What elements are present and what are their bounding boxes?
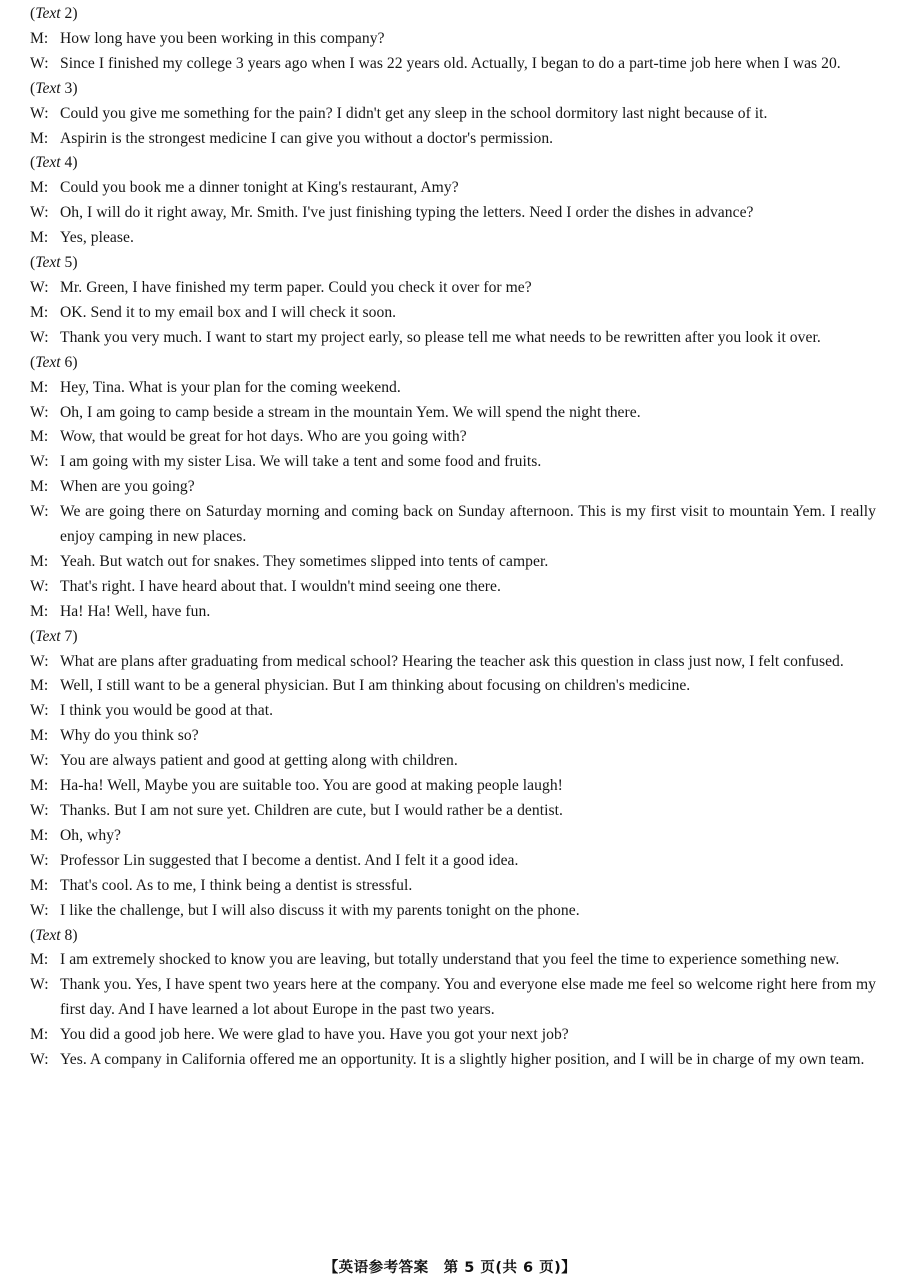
utterance-text: Oh, I will do it right away, Mr. Smith. I've just finishing typing the letters. Need I order the dishes in advance? bbox=[60, 204, 754, 222]
section-label: Text bbox=[35, 254, 61, 272]
dialogue-line bbox=[30, 276, 876, 301]
dialogue-line bbox=[30, 849, 876, 874]
dialogue-line bbox=[30, 600, 876, 625]
dialogue-line bbox=[30, 450, 876, 475]
utterance-text: You did a good job here. We were glad to have you. Have you got your next job? bbox=[60, 1026, 569, 1044]
speaker-label: M: bbox=[30, 229, 49, 247]
utterance-text: Wow, that would be great for hot days. Who are you going with? bbox=[60, 428, 467, 446]
speaker-label: W: bbox=[30, 752, 49, 770]
utterance-text: Yes, please. bbox=[60, 229, 134, 247]
section-number: 7 bbox=[64, 627, 73, 645]
speaker-label: W: bbox=[30, 278, 49, 296]
section-number: 2 bbox=[64, 5, 73, 22]
speaker-label: W: bbox=[30, 328, 49, 346]
speaker-label: W: bbox=[30, 453, 49, 471]
utterance-text: Thank you very much. I want to start my project early, so please tell me what needs to be rewritten after you look it over. bbox=[60, 328, 821, 346]
speaker-label: M: bbox=[30, 677, 49, 695]
dialogue-line bbox=[30, 226, 876, 251]
utterance-text: Mr. Green, I have finished my term paper. Could you check it over for me? bbox=[60, 278, 532, 296]
speaker-label: W: bbox=[30, 652, 49, 670]
speaker-label: M: bbox=[30, 478, 49, 496]
speaker-label: M: bbox=[30, 428, 49, 446]
utterance-text: When are you going? bbox=[60, 478, 195, 496]
dialogue-line bbox=[30, 52, 876, 77]
utterance-text: I think you would be good at that. bbox=[60, 702, 274, 720]
dialogue-line bbox=[30, 874, 876, 899]
speaker-label: M: bbox=[30, 602, 49, 620]
dialogue-line bbox=[30, 102, 876, 127]
section-label: Text bbox=[35, 353, 61, 371]
dialogue-line bbox=[30, 376, 876, 401]
speaker-label: W: bbox=[30, 577, 49, 595]
utterance-text: Could you book me a dinner tonight at King's restaurant, Amy? bbox=[60, 179, 459, 197]
utterance-text: I like the challenge, but I will also discuss it with my parents tonight on the phone. bbox=[60, 901, 580, 919]
utterance-text: What are plans after graduating from medical school? Hearing the teacher ask this question in class just now, I felt confused. bbox=[60, 652, 844, 670]
dialogue-line bbox=[30, 824, 876, 849]
section-number: 5 bbox=[64, 254, 73, 272]
utterance-text: We are going there on Saturday morning and coming back on Sunday afternoon. This is my first visit to mountain Yem. I really enjoy camping in new places. bbox=[60, 503, 876, 546]
dialogue-line bbox=[30, 650, 876, 675]
section-label: Text bbox=[35, 154, 61, 172]
utterance-text: OK. Send it to my email box and I will check it soon. bbox=[60, 303, 397, 321]
utterance-text: Since I finished my college 3 years ago when I was 22 years old. Actually, I began to do a part-time job here when I was 20. bbox=[60, 54, 841, 72]
utterance-text: I am going with my sister Lisa. We will take a tent and some food and fruits. bbox=[60, 453, 542, 471]
utterance-text: Ha-ha! Well, Maybe you are suitable too. You are good at making people laugh! bbox=[60, 777, 563, 795]
dialogue-line bbox=[30, 326, 876, 351]
speaker-label: M: bbox=[30, 179, 49, 197]
dialogue-line bbox=[30, 948, 876, 973]
dialogue-line bbox=[30, 799, 876, 824]
utterance-text: Well, I still want to be a general physician. But I am thinking about focusing on children's medicine. bbox=[60, 677, 691, 695]
utterance-text: That's right. I have heard about that. I wouldn't mind seeing one there. bbox=[60, 577, 501, 595]
section-number: 3 bbox=[64, 79, 73, 97]
section-heading: (Text 7) bbox=[30, 627, 78, 645]
speaker-label: W: bbox=[30, 901, 49, 919]
speaker-label: W: bbox=[30, 403, 49, 421]
speaker-label: M: bbox=[30, 951, 49, 969]
section-heading: (Text 6) bbox=[30, 353, 78, 371]
speaker-label: M: bbox=[30, 727, 49, 745]
utterance-text: Oh, I am going to camp beside a stream in the mountain Yem. We will spend the night there. bbox=[60, 403, 641, 421]
section-heading: (Text 3) bbox=[30, 79, 78, 97]
section-label: Text bbox=[35, 79, 61, 97]
dialogue-line bbox=[30, 1023, 876, 1048]
speaker-label: W: bbox=[30, 104, 49, 122]
speaker-label: M: bbox=[30, 1026, 49, 1044]
dialogue-line bbox=[30, 749, 876, 774]
dialogue-line bbox=[30, 401, 876, 426]
utterance-text: That's cool. As to me, I think being a dentist is stressful. bbox=[60, 876, 413, 894]
utterance-text: How long have you been working in this company? bbox=[60, 29, 385, 47]
dialogue-line bbox=[30, 575, 876, 600]
section-label: Text bbox=[35, 926, 61, 944]
speaker-label: M: bbox=[30, 129, 49, 147]
transcript-body bbox=[30, 2, 876, 1073]
utterance-text: Thanks. But I am not sure yet. Children are cute, but I would rather be a dentist. bbox=[60, 802, 563, 819]
dialogue-line bbox=[30, 27, 876, 52]
utterance-text: Yes. A company in California offered me an opportunity. It is a slightly higher position, and I will be in charge of my own team. bbox=[60, 1051, 865, 1069]
section-heading: (Text 8) bbox=[30, 926, 78, 944]
dialogue-line bbox=[30, 301, 876, 326]
dialogue-line bbox=[30, 973, 876, 1023]
speaker-label: W: bbox=[30, 976, 49, 994]
utterance-text: Hey, Tina. What is your plan for the coming weekend. bbox=[60, 378, 401, 396]
dialogue-line bbox=[30, 899, 876, 924]
section-label: Text bbox=[35, 627, 61, 645]
section-number: 6 bbox=[64, 353, 73, 371]
section-heading: (Text 4) bbox=[30, 154, 78, 172]
section-label: Text bbox=[35, 5, 61, 22]
utterance-text: Professor Lin suggested that I become a dentist. And I felt it a good idea. bbox=[60, 851, 519, 869]
utterance-text: You are always patient and good at getting along with children. bbox=[60, 752, 458, 770]
section-heading: (Text 5) bbox=[30, 254, 78, 272]
speaker-label: W: bbox=[30, 702, 49, 720]
dialogue-line bbox=[30, 201, 876, 226]
utterance-text: Why do you think so? bbox=[60, 727, 199, 745]
dialogue-line bbox=[30, 674, 876, 699]
speaker-label: W: bbox=[30, 204, 49, 222]
speaker-label: M: bbox=[30, 826, 49, 844]
utterance-text: Ha! Ha! Well, have fun. bbox=[60, 602, 211, 620]
speaker-label: W: bbox=[30, 503, 49, 521]
dialogue-line bbox=[30, 1048, 876, 1073]
utterance-text: Could you give me something for the pain? I didn't get any sleep in the school dormitory last night because of it. bbox=[60, 104, 768, 122]
utterance-text: Oh, why? bbox=[60, 826, 122, 844]
utterance-text: Aspirin is the strongest medicine I can give you without a doctor's permission. bbox=[60, 129, 554, 147]
speaker-label: M: bbox=[30, 552, 49, 570]
utterance-text: Thank you. Yes, I have spent two years here at the company. You and everyone else made me feel so welcome right here from my first day. And I have learned a lot about Europe in the past two years. bbox=[60, 976, 876, 1019]
dialogue-line bbox=[30, 425, 876, 450]
dialogue-line bbox=[30, 500, 876, 550]
dialogue-line bbox=[30, 724, 876, 749]
utterance-text: Yeah. But watch out for snakes. They sometimes slipped into tents of camper. bbox=[60, 552, 549, 570]
utterance-text: I am extremely shocked to know you are leaving, but totally understand that you feel the time to experience something new. bbox=[60, 951, 840, 969]
speaker-label: W: bbox=[30, 1051, 49, 1069]
dialogue-line bbox=[30, 127, 876, 152]
dialogue-line bbox=[30, 774, 876, 799]
speaker-label: M: bbox=[30, 303, 49, 321]
speaker-label: W: bbox=[30, 54, 49, 72]
dialogue-line bbox=[30, 699, 876, 724]
page-footer: 【英语参考答案 第 5 页(共 6 页)】 bbox=[323, 1260, 577, 1276]
speaker-label: M: bbox=[30, 378, 49, 396]
speaker-label: W: bbox=[30, 851, 49, 869]
dialogue-line bbox=[30, 475, 876, 500]
speaker-label: M: bbox=[30, 777, 49, 795]
dialogue-line bbox=[30, 176, 876, 201]
speaker-label: M: bbox=[30, 29, 49, 47]
section-heading: (Text 2) bbox=[30, 5, 78, 22]
dialogue-line bbox=[30, 550, 876, 575]
section-number: 4 bbox=[64, 154, 73, 172]
speaker-label: M: bbox=[30, 876, 49, 894]
section-number: 8 bbox=[64, 926, 73, 944]
speaker-label: W: bbox=[30, 802, 49, 819]
